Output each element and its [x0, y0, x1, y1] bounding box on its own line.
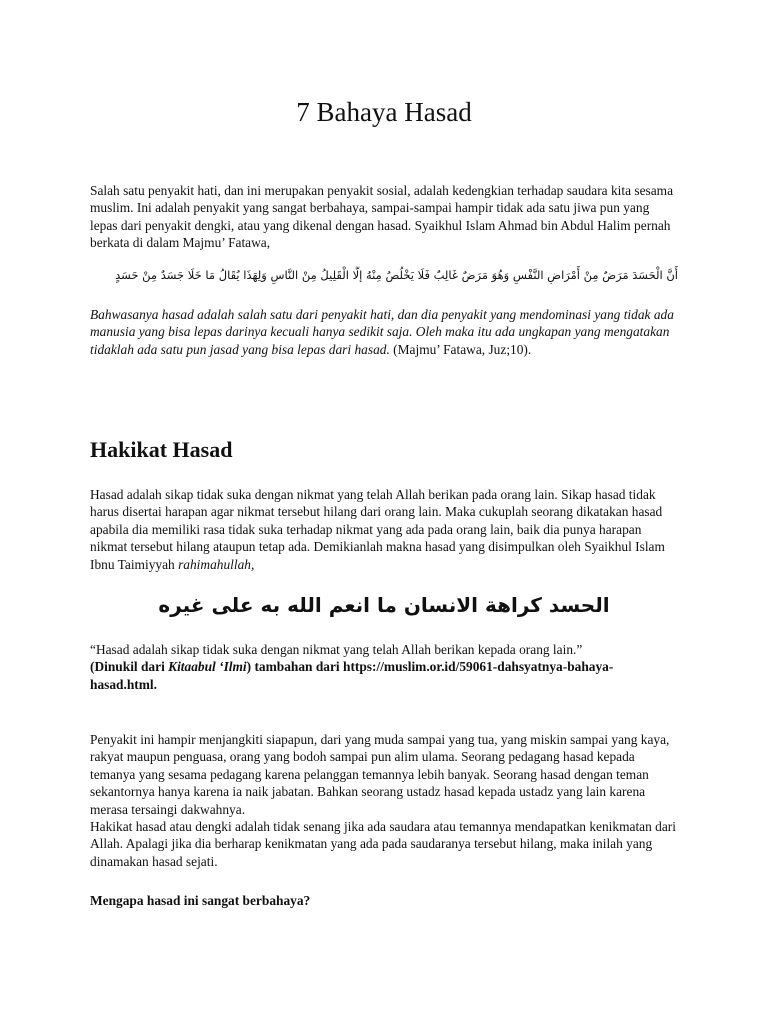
- body-paragraph-2: Hakikat hasad atau dengki adalah tidak senang jika ada saudara atau temannya mendapatkan kenikmatan dari Allah. Apalagi jika dia berharap kenikmatan yang ada pada saudaranya tersebut hilang, maka inilah yang dinamakan hasad sejati.: [90, 819, 676, 869]
- citation-prefix: (Dinukil dari: [90, 659, 169, 675]
- hakikat-italic: rahimahullah,: [178, 556, 255, 572]
- body-paragraph-1: Penyakit ini hampir menjangkiti siapapun, dari yang muda sampai yang tua, yang miskin sampai yang kaya, rakyat maupun penguasa, orang yang bodoh sampai pun alim ulama. Seorang pedagang hasad kepada temanya yang sesama pedagang karena pelanggan temannya lebih banyak. Seorang hasad dengan teman sekantornya hanya karena ia naik jabatan. Bahkan seorang ustadz hasad kepada ustadz yang lain karena merasa tersaingi dakwahnya.: [90, 732, 670, 817]
- quote-translation-paragraph: [90, 306, 678, 358]
- definition-arabic: الحسد كراهة الانسان ما انعم الله به على غيره: [158, 593, 610, 617]
- hakikat-text: Hasad adalah sikap tidak suka dengan nikmat yang telah Allah berikan pada orang lain. Sikap hasad tidak harus disertai harapan agar nikmat tersebut hilang dari orang lain. Maka cukuplah seorang dikatakan hasad apabila dia memiliki rasa tidak suka terhadap nikmat yang ada pada orang lain, baik dia punya harapan nikmat tersebut hilang ataupun tetap ada. Demikianlah makna hasad yang disimpulkan oleh Syaikhul Islam Ibnu Taimiyyah: [90, 487, 665, 572]
- document-title: 7 Bahaya Hasad: [296, 97, 472, 127]
- quote-arabic: أَنَّ الْحَسَدَ مَرَضٌ مِنْ أَمْرَاضِ النَّفْسِ وَهُوَ مَرَضٌ غَالِبٌ فَلَا يَخْلُصُ مِنْهُ إلَّا الْقَلِيلُ مِنْ النَّاسِ وَلِهَذَا يُقَالُ مَا خَلَا جَسَدٌ مِنْ حَسَدٍ: [115, 268, 678, 282]
- question-heading: Mengapa hasad ini sangat berbahaya?: [90, 893, 311, 908]
- intro-paragraph: Salah satu penyakit hati, dan ini merupakan penyakit sosial, adalah kedengkian terhadap saudara kita sesama muslim. Ini adalah penyakit yang sangat berbahaya, sampai-sampai hampir tidak ada satu jiwa pun yang lepas dari penyakit dengki, atau yang dikenal dengan hasad. Syaikhul Islam Ahmad bin Abdul Halim pernah berkata di dalam Majmu’ Fatawa,: [90, 183, 674, 251]
- definition-translation: “Hasad adalah sikap tidak suka dengan nikmat yang telah Allah berikan kepada orang lain.”: [90, 642, 583, 657]
- hakikat-paragraph: [90, 486, 678, 573]
- citation-paragraph: [90, 641, 678, 693]
- quote-source: (Majmu’ Fatawa, Juz;10).: [389, 341, 532, 357]
- citation-book: Kitaabul ‘Ilmi: [168, 659, 247, 675]
- quote-translation: Bahwasanya hasad adalah salah satu dari penyakit hati, dan dia penyakit yang mendominasi yang tidak ada manusia yang bisa lepas darinya kecuali hanya sedikit saja. Oleh maka itu ada ungkapan yang mengatakan tidaklah ada satu pun jasad yang bisa lepas dari hasad.: [90, 307, 674, 357]
- citation-suffix: ) tambahan dari https://muslim.or.id/59061-dahsyatnya-bahaya-hasad.html.: [90, 659, 614, 692]
- body-paragraph: [90, 731, 678, 870]
- section-heading: Hakikat Hasad: [90, 437, 233, 462]
